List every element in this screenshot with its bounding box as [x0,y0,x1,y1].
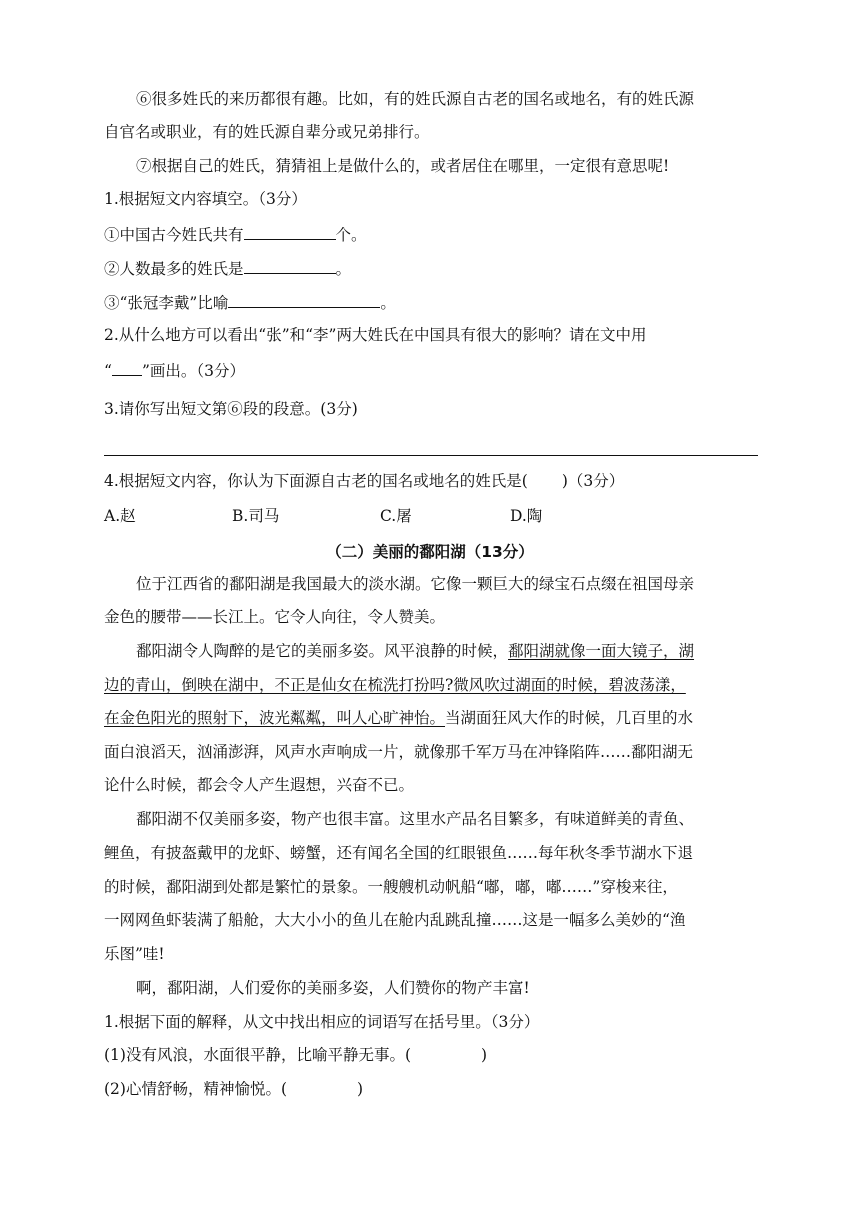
s2-paragraph-3-line-4: 一网网鱼虾装满了船舱，大大小小的鱼儿在舱内乱跳乱撞……这是一幅多么美妙的“渔 [104,911,686,929]
s2-paragraph-3-line-2: 鲤鱼，有披盔戴甲的龙虾、螃蟹，还有闻名全国的红眼银鱼……每年秋冬季节湖水下退 [104,844,694,862]
paragraph-6-line-1: ⑥很多姓氏的来历都很有趣。比如，有的姓氏源自古老的国名或地名，有的姓氏源 [136,90,695,108]
question-2-open-quote: “ [104,362,112,380]
section-2-title: （二）美丽的鄱阳湖（13分） [326,543,534,561]
answer-blank-1b[interactable] [244,256,336,274]
question-4-prefix: 4.根据短文内容，你认为下面源自古老的国名或地名的姓氏是( [104,472,528,490]
option-b[interactable]: B.司马 [232,507,280,525]
question-2-line-1: 2.从什么地方可以看出“张”和“李”两大姓氏在中国具有很大的影响？请在文中用 [104,326,647,344]
s2-paragraph-2-text-cont: 当湖面狂风大作的时候，几百里的水 [445,709,694,727]
s2-paragraph-2-line-4: 面白浪滔天，汹涌澎湃，风声水声响成一片，就像那千军万马在冲锋陷阵……鄱阳湖无 [104,743,694,761]
question-1b-suffix: 。 [335,260,352,278]
s2-paragraph-2-line-1 [136,640,796,662]
question-2-suffix: ”画出。（3分） [141,362,245,380]
question-3: 3.请你写出短文第⑥段的段意。(3分) [104,400,358,418]
underlined-sentence-end: 在金色阳光的照射下，波光粼粼，叫人心旷神怡。 [104,709,446,727]
s2-paragraph-2-line-2: 边的青山，倒映在湖中，不正是仙女在梳洗打扮吗?微风吹过湖面的时候，碧波荡漾， [104,676,686,694]
question-1c [104,290,764,314]
s2-question-1b [104,1078,764,1100]
question-1c-suffix: 。 [380,294,396,312]
option-c[interactable]: C.屠 [380,507,412,525]
answer-line-3[interactable] [104,455,758,456]
question-4 [104,470,764,492]
question-1a [104,222,764,246]
s2-question-1a-prefix: (1)没有风浪，水面很平静，比喻平静无事。( [104,1046,412,1064]
question-1b [104,256,764,280]
question-1: 1.根据短文内容填空。（3分） [104,190,307,208]
s2-paragraph-3-line-1: 鄱阳湖不仅美丽多姿，物产也很丰富。这里水产品名目繁多，有味道鲜美的青鱼、 [136,810,695,828]
s2-paragraph-3-line-5: 乐图”哇! [104,945,165,963]
question-1a-prefix: ①中国古今姓氏共有 [104,226,244,244]
paragraph-7: ⑦根据自己的姓氏，猜猜祖上是做什么的，或者居住在哪里，一定很有意思呢! [136,157,670,175]
answer-blank-1c[interactable] [228,290,380,308]
s2-question-1b-prefix: (2)心情舒畅，精神愉悦。( [104,1080,288,1098]
s2-question-1b-suffix: ) [357,1080,364,1098]
question-2-line-2 [104,358,764,382]
question-1c-prefix: ③“张冠李戴”比喻 [104,294,229,312]
underline-sample [112,358,142,376]
s2-paragraph-4: 啊，鄱阳湖，人们爱你的美丽多姿，人们赞你的物产丰富! [136,979,530,997]
option-d[interactable]: D.陶 [510,507,543,525]
s2-paragraph-1-line-2: 金色的腰带——长江上。它令人向往，令人赞美。 [104,608,446,626]
question-1a-suffix: 个。 [335,226,367,244]
s2-question-1a [104,1044,764,1066]
s2-question-1a-suffix: ) [481,1046,488,1064]
option-a[interactable]: A.赵 [104,507,136,525]
answer-blank-1a[interactable] [244,222,336,240]
s2-paragraph-2-line-3 [104,707,764,729]
s2-paragraph-2-text: 鄱阳湖令人陶醉的是它的美丽多姿。风平浪静的时候， [136,642,509,660]
question-4-suffix: )（3分） [561,472,625,490]
underlined-sentence: 鄱阳湖就像一面大镜子，湖 [508,642,695,660]
question-1b-prefix: ②人数最多的姓氏是 [104,260,244,278]
s2-paragraph-2-line-5: 论什么时候，都会令人产生遐想，兴奋不已。 [104,776,415,794]
s2-paragraph-3-line-3: 的时候，鄱阳湖到处都是繁忙的景象。一艘艘机动帆船“嘟，嘟，嘟……”穿梭来往， [104,878,678,896]
s2-question-1: 1.根据下面的解释，从文中找出相应的词语写在括号里。（3分） [104,1013,540,1031]
s2-paragraph-1-line-1: 位于江西省的鄱阳湖是我国最大的淡水湖。它像一颗巨大的绿宝石点缀在祖国母亲 [136,575,695,593]
paragraph-6-line-2: 自官名或职业，有的姓氏源自辈分或兄弟排行。 [104,123,430,141]
